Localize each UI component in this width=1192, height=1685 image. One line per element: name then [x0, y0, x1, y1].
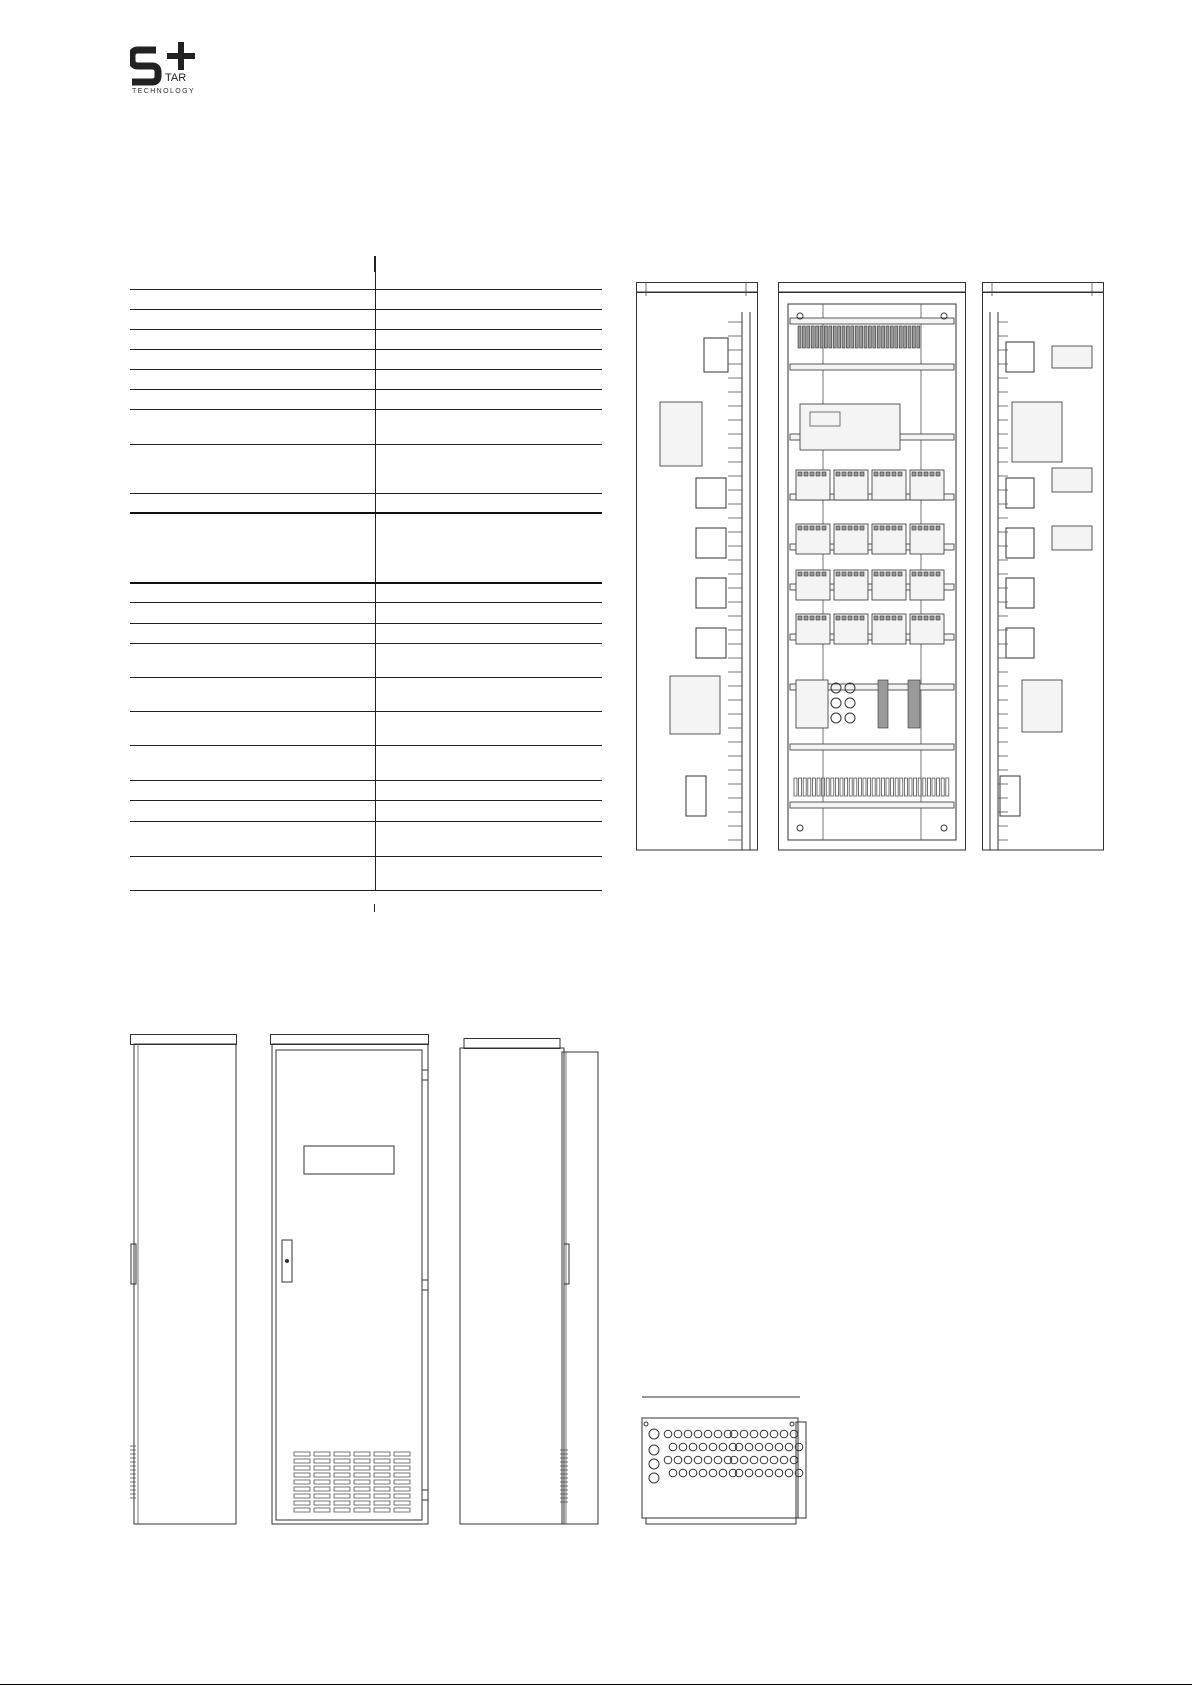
spec-label [130, 513, 376, 583]
spec-row [130, 410, 602, 445]
spec-value [376, 603, 603, 624]
spec-row [130, 370, 602, 390]
spec-value [376, 410, 603, 445]
spec-label [130, 603, 376, 624]
spec-label [130, 712, 376, 746]
spec-row [130, 781, 602, 801]
spec-value [376, 370, 603, 390]
spec-row [130, 310, 602, 330]
spec-value [376, 746, 603, 781]
spec-row [130, 624, 602, 644]
spec-row [130, 330, 602, 350]
spec-value [376, 513, 603, 583]
spec-label [130, 781, 376, 801]
spec-row [130, 678, 602, 712]
spec-label [130, 445, 376, 494]
spec-row [130, 644, 602, 678]
spec-value [376, 624, 603, 644]
spec-value [376, 390, 603, 410]
company-logo [130, 42, 200, 100]
spec-label [130, 350, 376, 370]
spec-row [130, 712, 602, 746]
logo-subtitle: TECHNOLOGY [132, 88, 196, 95]
spec-value [376, 330, 603, 350]
spec-value [376, 801, 603, 822]
spec-row [130, 290, 602, 310]
spec-label [130, 370, 376, 390]
spec-label [130, 801, 376, 822]
spec-row [130, 603, 602, 624]
logo-tar-text: TAR [165, 72, 187, 84]
spec-row [130, 390, 602, 410]
spec-value [376, 494, 603, 514]
spec-value [376, 822, 603, 857]
spec-label [130, 583, 376, 603]
spec-row [130, 494, 602, 514]
spec-label [130, 746, 376, 781]
spec-label [130, 494, 376, 514]
spec-row [130, 801, 602, 822]
spec-value [376, 857, 603, 891]
spec-label [130, 857, 376, 891]
spec-row [130, 746, 602, 781]
spec-value [376, 712, 603, 746]
spec-label [130, 390, 376, 410]
spec-value [376, 350, 603, 370]
drawing-gland-plate [636, 1396, 812, 1528]
drawing-exterior-front [270, 1034, 432, 1526]
spec-label [130, 310, 376, 330]
spec-row [130, 513, 602, 583]
table-divider-bottom [374, 904, 375, 912]
spec-value [376, 290, 603, 310]
spec-value [376, 445, 603, 494]
spec-label [130, 330, 376, 350]
spec-value [376, 256, 603, 290]
spec-label [130, 256, 376, 290]
spec-value [376, 310, 603, 330]
spec-row [130, 350, 602, 370]
spec-row [130, 822, 602, 857]
spec-row [130, 583, 602, 603]
spec-table [130, 256, 602, 891]
spec-label [130, 678, 376, 712]
spec-label [130, 822, 376, 857]
spec-label [130, 410, 376, 445]
spec-row [130, 256, 602, 290]
spec-value [376, 678, 603, 712]
drawing-interior-front [778, 282, 966, 852]
spec-label [130, 644, 376, 678]
drawing-exterior-side-right [458, 1038, 602, 1526]
spec-value [376, 644, 603, 678]
drawing-exterior-side-left [130, 1034, 240, 1526]
spec-row [130, 445, 602, 494]
drawing-interior-side-right [982, 282, 1104, 852]
spec-label [130, 624, 376, 644]
spec-value [376, 583, 603, 603]
spec-label [130, 290, 376, 310]
spec-value [376, 781, 603, 801]
drawing-interior-side-left [636, 282, 758, 852]
spec-row [130, 857, 602, 891]
